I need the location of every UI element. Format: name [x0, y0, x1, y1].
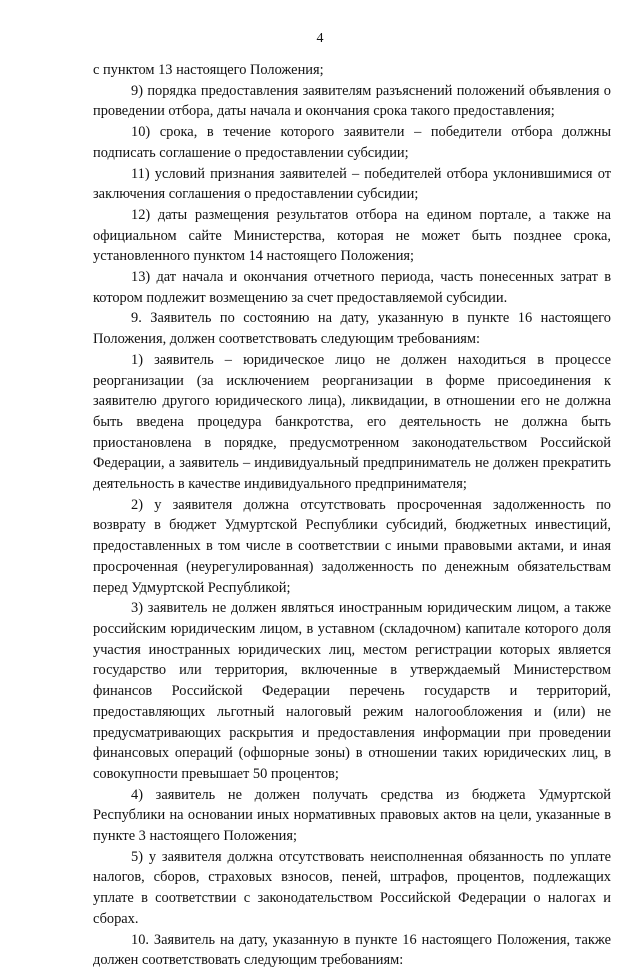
paragraph-clause-9: 9. Заявитель по состоянию на дату, указанную в пункте 16 настоящего Положения, должен соответствовать следующим требованиям:	[93, 310, 611, 348]
paragraph-item-11: 11) условий признания заявителей – победителей отбора уклонившимися от заключения соглашения о предоставлении субсидии;	[93, 165, 611, 203]
paragraph-item-12: 12) даты размещения результатов отбора на едином портале, а также на официальном сайте Министерства, которая не может быть позднее срока, установленного пунктом 14 настоящего Положения;	[93, 206, 611, 265]
paragraph-continuation: с пунктом 13 настоящего Положения;	[93, 62, 324, 78]
document-body	[93, 60, 611, 971]
paragraph-requirement-3: 3) заявитель не должен являться иностранным юридическим лицом, а также российским юридическим лицом, в уставном (складочном) капитале которого доля участия иностранных юридических лиц, местом регистрации которых является государство или территория, включенные в утверждаемый Министерством финансов Российской Федерации перечень государств и территорий, предоставляющих льготный налоговый режим налогообложения и (или) не предусматривающих раскрытия и предоставления информации при проведении финансовых операций (офшорные зоны) в отношении таких юридических лиц, в совокупности превышает 50 процентов;	[93, 600, 611, 782]
paragraph-requirement-2: 2) у заявителя должна отсутствовать просроченная задолженность по возврату в бюджет Удмуртской Республики субсидий, бюджетных инвестиций, предоставленных в том числе в соответствии с иными правовыми актами, и иная просроченная (неурегулированная) задолженность по денежным обязательствам перед Удмуртской Республикой;	[93, 496, 611, 596]
paragraph-requirement-1: 1) заявитель – юридическое лицо не должен находиться в процессе реорганизации (за исключением реорганизации в форме присоединения к заявителю другого юридического лица), ликвидации, в отношении его не должна быть введена процедура банкротства, его деятельность не должна быть приостановлена в порядке, предусмотренном законодательством Российской Федерации, а заявитель – индивидуальный предприниматель не должен прекратить деятельность в качестве индивидуального предпринимателя;	[93, 351, 611, 493]
paragraph-clause-10: 10. Заявитель на дату, указанную в пункте 16 настоящего Положения, также должен соответствовать следующим требованиям:	[93, 931, 611, 969]
paragraph-requirement-5: 5) у заявителя должна отсутствовать неисполненная обязанность по уплате налогов, сборов, страховых взносов, пеней, штрафов, процентов, подлежащих уплате в соответствии с законодательством Российской Федерации о налогах и сборах.	[93, 848, 611, 927]
page-number: 4	[316, 31, 324, 46]
paragraph-item-13: 13) дат начала и окончания отчетного периода, часть понесенных затрат в котором подлежит возмещению за счет предоставляемой субсидии.	[93, 269, 611, 306]
paragraph-requirement-4: 4) заявитель не должен получать средства из бюджета Удмуртской Республики на основании иных нормативных правовых актов на цели, указанные в пункте 3 настоящего Положения;	[93, 786, 611, 845]
paragraph-item-10: 10) срока, в течение которого заявители – победители отбора должны подписать соглашение о предоставлении субсидии;	[93, 124, 611, 161]
paragraph-item-9: 9) порядка предоставления заявителям разъяснений положений объявления о проведении отбора, даты начала и окончания срока такого предоставления;	[93, 82, 611, 120]
